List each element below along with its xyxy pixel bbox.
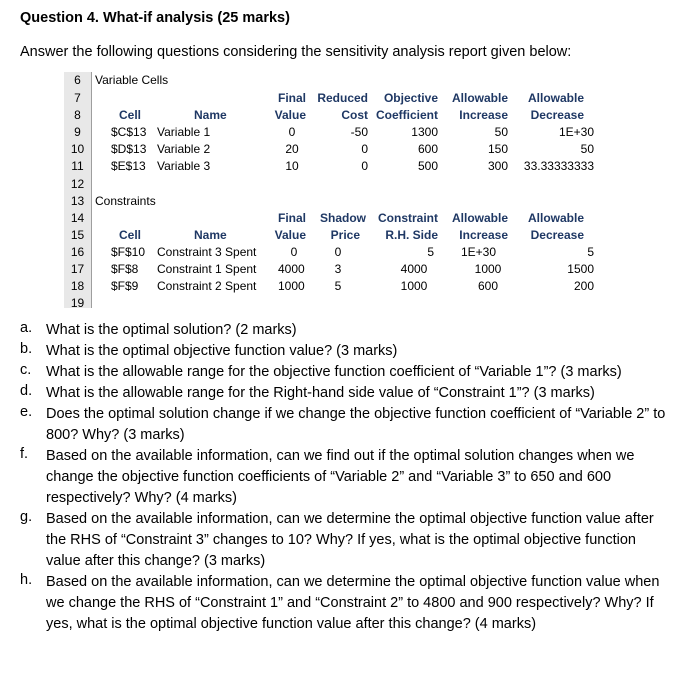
- row-number: 8: [74, 108, 81, 122]
- question-label: b.: [20, 341, 33, 357]
- constraint-rhs: 1000: [400, 279, 428, 293]
- header-value: Value: [274, 228, 306, 242]
- header-value: Value: [274, 108, 306, 122]
- header-decrease: Decrease: [530, 108, 584, 122]
- cell-ref: $E$13: [111, 159, 146, 173]
- header-increase: Increase: [459, 108, 508, 122]
- header-decrease: Decrease: [530, 228, 584, 242]
- row-number: 9: [74, 125, 81, 139]
- allowable-increase: 600: [477, 279, 499, 293]
- header-allowable: Allowable: [527, 211, 584, 225]
- reduced-cost: -50: [350, 125, 368, 139]
- question-label: c.: [20, 362, 32, 378]
- final-value: 0: [288, 125, 296, 139]
- allowable-increase: 1E+30: [460, 245, 496, 259]
- allowable-increase: 300: [487, 159, 508, 173]
- question-label: f.: [20, 446, 29, 462]
- sensitivity-report-table: [64, 72, 596, 308]
- question-text: What is the allowable range for the objective function coefficient of “Variable 1”? (3 marks): [46, 364, 622, 380]
- header-constraint: Constraint: [378, 211, 438, 225]
- allowable-decrease: 50: [580, 142, 594, 156]
- cell-ref: $D$13: [111, 142, 147, 156]
- question-label: g.: [20, 509, 33, 525]
- variable-name: Variable 1: [157, 125, 211, 139]
- row-number: 18: [70, 279, 85, 293]
- header-cell: Cell: [119, 228, 142, 242]
- allowable-decrease: 33.33333333: [523, 159, 594, 173]
- question-text: Based on the available information, can we find out if the optimal solution changes when we change the objective function coefficients of “Variable 2” and “Variable 3” to 650 and 600 respectively? Why? (4 marks): [46, 448, 635, 506]
- variable-name: Variable 3: [157, 159, 211, 173]
- header-final: Final: [277, 211, 306, 225]
- question-label: e.: [20, 404, 33, 420]
- question-label: h.: [20, 572, 33, 588]
- allowable-decrease: 200: [573, 279, 594, 293]
- header-objective: Objective: [383, 91, 438, 105]
- row-header-column: [64, 72, 92, 308]
- objective-coefficient: 500: [417, 159, 438, 173]
- constraint-name: Constraint 3 Spent: [157, 245, 257, 259]
- constraint-rhs: 5: [427, 245, 434, 259]
- row-number: 19: [70, 296, 85, 310]
- reduced-cost: 0: [361, 142, 368, 156]
- row-number: 15: [70, 228, 85, 242]
- question-text: What is the optimal solution? (2 marks): [46, 322, 297, 338]
- row-number: 6: [74, 73, 81, 87]
- shadow-price: 0: [334, 245, 342, 259]
- final-value: 10: [285, 159, 299, 173]
- final-value: 0: [290, 245, 298, 259]
- shadow-price: 3: [334, 262, 342, 276]
- question-text: What is the allowable range for the Right-hand side value of “Constraint 1”? (3 marks): [46, 385, 595, 401]
- row-number: 16: [70, 245, 85, 259]
- allowable-decrease: 1E+30: [558, 125, 594, 139]
- allowable-increase: 1000: [474, 262, 502, 276]
- shadow-price: 5: [334, 279, 342, 293]
- cell-ref: $F$9: [111, 279, 139, 293]
- header-cell: Cell: [119, 108, 142, 122]
- row-number: 10: [70, 142, 85, 156]
- question-text: Does the optimal solution change if we change the objective function coefficient of “Variable 2” to 800? Why? (3 marks): [46, 406, 666, 443]
- header-name: Name: [194, 228, 227, 242]
- question-text: What is the optimal objective function value? (3 marks): [46, 343, 398, 359]
- row-number: 11: [71, 159, 84, 173]
- question-text: Based on the available information, can we determine the optimal objective function value after the RHS of “Constraint 3” changes to 10? Why? If yes, what is the optimal objective function value after this change? (3 marks): [46, 511, 654, 569]
- header-price: Price: [330, 228, 360, 242]
- header-name: Name: [194, 108, 227, 122]
- constraints-heading: Constraints: [95, 194, 156, 208]
- row-number: 14: [70, 211, 85, 225]
- final-value: 1000: [278, 279, 305, 293]
- allowable-decrease: 5: [587, 245, 594, 259]
- final-value: 4000: [278, 262, 305, 276]
- row-number: 13: [70, 194, 85, 208]
- row-number: 17: [70, 262, 85, 276]
- question-label: a.: [20, 320, 33, 336]
- reduced-cost: 0: [361, 159, 368, 173]
- header-allowable: Allowable: [451, 211, 508, 225]
- question-text: Based on the available information, can we determine the optimal objective function value when we change the RHS of “Constraint 1” and “Constraint 2” to 4800 and 900 respectively? Why? If yes, what is the optimal objective function value after this change? (4 marks): [46, 574, 660, 632]
- variable-cells-heading: Variable Cells: [95, 73, 169, 87]
- intro-text: Answer the following questions considering the sensitivity analysis report given below:: [20, 44, 572, 60]
- row-number: 12: [70, 177, 85, 191]
- header-shadow: Shadow: [319, 211, 366, 225]
- constraint-name: Constraint 1 Spent: [157, 262, 257, 276]
- question-label: d.: [20, 383, 33, 399]
- row-number: 7: [74, 91, 81, 105]
- header-reduced: Reduced: [317, 91, 368, 105]
- header-cost: Cost: [341, 108, 368, 122]
- cell-ref: $C$13: [111, 125, 147, 139]
- constraint-name: Constraint 2 Spent: [157, 279, 257, 293]
- objective-coefficient: 1300: [411, 125, 438, 139]
- header-rh-side: R.H. Side: [385, 228, 438, 242]
- cell-ref: $F$8: [111, 262, 139, 276]
- header-allowable: Allowable: [527, 91, 584, 105]
- header-coefficient: Coefficient: [375, 108, 438, 122]
- header-allowable: Allowable: [451, 91, 508, 105]
- final-value: 20: [285, 142, 299, 156]
- allowable-increase: 150: [487, 142, 508, 156]
- constraint-rhs: 4000: [400, 262, 428, 276]
- variable-name: Variable 2: [157, 142, 211, 156]
- header-increase: Increase: [459, 228, 508, 242]
- header-final: Final: [277, 91, 306, 105]
- objective-coefficient: 600: [417, 142, 438, 156]
- cell-ref: $F$10: [111, 245, 146, 259]
- allowable-increase: 50: [494, 125, 508, 139]
- allowable-decrease: 1500: [567, 262, 594, 276]
- question-title: Question 4. What-if analysis (25 marks): [20, 10, 290, 26]
